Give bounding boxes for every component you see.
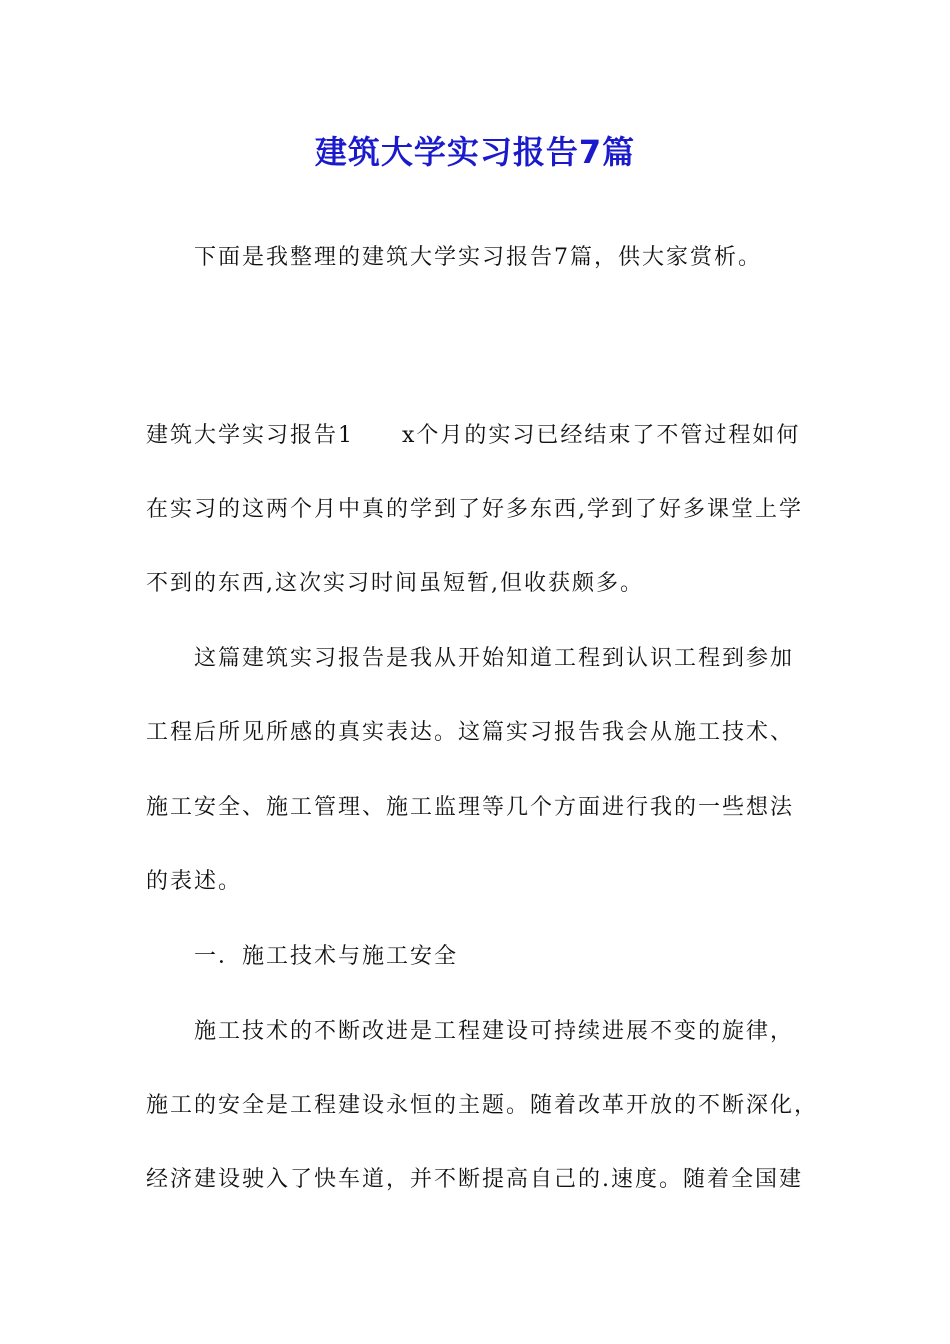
paragraph-line: 施工安全、施工管理、施工监理等几个方面进行我的一些想法 [146, 795, 795, 820]
paragraph-line: 施工的安全是工程建设永恒的主题。随着改革开放的不断深化， [146, 1093, 819, 1118]
section-heading: 一．施工技术与施工安全 [194, 944, 459, 969]
paragraph-line: 工程后所见所感的真实表达。这篇实习报告我会从施工技术、 [146, 720, 795, 745]
paragraph-line: 不到的东西,这次实习时间虽短暂,但收获颇多。 [146, 571, 644, 596]
paragraph-line: 施工技术的不断改进是工程建设可持续进展不变的旋律， [194, 1019, 795, 1044]
paragraph-line: 这篇建筑实习报告是我从开始知道工程到认识工程到参加 [194, 646, 795, 671]
intro-line: 下面是我整理的建筑大学实习报告7篇，供大家赏析。 [194, 245, 762, 270]
paragraph-line: 建筑大学实习报告1 x个月的实习已经结束了不管过程如何 [146, 423, 801, 448]
paragraph-line: 经济建设驶入了快车道，并不断提高自己的.速度。随着全国建 [146, 1167, 803, 1192]
paragraph-line: 的表述。 [146, 869, 243, 894]
document-title: 建筑大学实习报告7篇 [314, 133, 636, 171]
paragraph-line: 在实习的这两个月中真的学到了好多东西,学到了好多课堂上学 [146, 497, 803, 522]
